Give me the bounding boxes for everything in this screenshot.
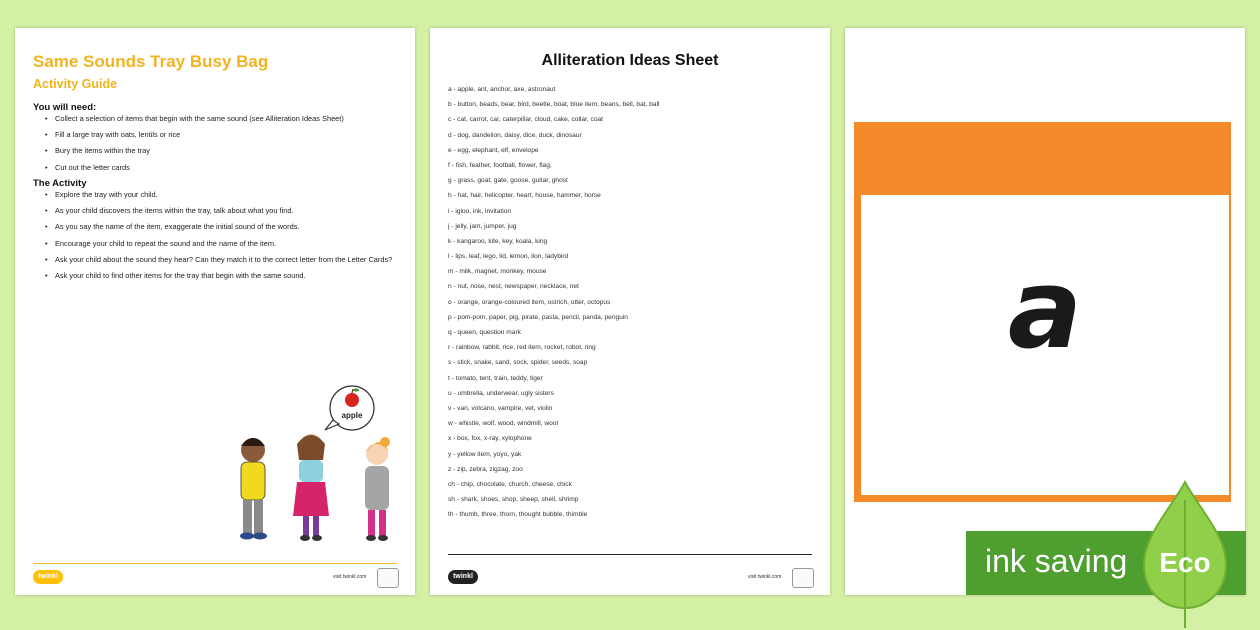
list-item: n - nut, nose, nest, newspaper, necklace, net <box>448 283 579 291</box>
list-item: y - yellow item, yoyo, yak <box>448 450 522 458</box>
list-item: q - queen, question mark <box>448 329 521 336</box>
list-item: • Cut out the letter cards <box>45 163 400 172</box>
speech-bubble <box>325 386 374 430</box>
list-item: • As you say the name of the item, exaggerate the initial sound of the words. <box>45 222 400 231</box>
list-item: i - igloo, ink, invitation <box>448 207 512 215</box>
eco-banner-text: ink saving <box>985 543 1128 579</box>
twinkl-logo: twinkl <box>448 570 478 584</box>
list-item: j - jelly, jam, jumper, jug <box>448 222 517 230</box>
list-item: u - umbrella, underwear, ugly sisters <box>448 389 554 397</box>
list-item: b - button, beads, bear, bird, beetle, boat, blue item, beans, bell, bat, ball <box>448 101 660 109</box>
list-item: o - orange, orange-coloured item, ostrich, otter, octopus <box>448 298 611 306</box>
list-item: l - lips, leaf, lego, lid, lemon, lion, ladybird <box>448 253 569 261</box>
list-item: c - cat, carrot, car, caterpillar, cloud, cake, collar, coat <box>448 116 604 124</box>
list-item: t - tomato, tent, train, teddy, tiger <box>448 374 543 382</box>
activity-guide-page <box>15 28 415 595</box>
footer-divider <box>448 554 812 555</box>
list-item: h - hat, hair, helicopter, heart, house, hammer, horse <box>448 192 601 200</box>
boy-figure <box>240 438 267 540</box>
list-item: f - fish, feather, football, flower, flag, <box>448 161 552 169</box>
list-item: v - van, volcano, vampire, vet, violin <box>448 404 553 412</box>
list-item: • Explore the tray with your child. <box>45 190 400 199</box>
activity-list <box>45 190 400 287</box>
visit-link: visit twinkl.com <box>748 574 782 580</box>
speech-text: apple <box>341 411 363 420</box>
list-item: g - grass, goat, gate, goose, guitar, ghost <box>448 177 568 185</box>
girl-figure <box>293 434 329 541</box>
list-item: th - thumb, three, thorn, thought bubble, thimble <box>448 511 588 519</box>
list-item: • Encourage your child to repeat the sound and the name of the item. <box>45 239 400 248</box>
list-item: • Ask your child to find other items for the tray that begin with the same sound. <box>45 271 400 280</box>
list-item: p - pom-pom, paper, pig, pirate, pasta, pencil, panda, penguin <box>448 313 628 321</box>
letter-card-face <box>861 195 1229 495</box>
list-item: • Collect a selection of items that begin with the same sound (see Alliteration Ideas Sheet) <box>45 114 400 123</box>
quality-badge-icon <box>792 568 814 588</box>
footer-divider <box>33 563 397 564</box>
you-will-need-heading: You will need: <box>33 102 97 113</box>
list-item: r - rainbow, rabbit, rice, red item, rocket, robot, ring <box>448 344 596 352</box>
eco-badge-text: Eco <box>1159 547 1211 578</box>
alliteration-list <box>448 82 818 522</box>
page-title: Same Sounds Tray Busy Bag <box>33 52 269 71</box>
need-list <box>45 114 400 179</box>
list-item: d - dog, dandelion, daisy, dice, duck, dinosaur <box>448 131 582 139</box>
leaf-icon <box>1140 480 1230 630</box>
children-illustration <box>225 378 405 548</box>
list-item: • Bury the items within the tray <box>45 146 400 155</box>
quality-badge-icon <box>377 568 399 588</box>
list-item: x - box, fox, x-ray, xylophone <box>448 435 532 443</box>
list-item: • Fill a large tray with oats, lentils or rice <box>45 130 400 139</box>
list-item: s - stick, snake, sand, sock, spider, seeds, soap <box>448 359 588 367</box>
list-item: k - kangaroo, kite, key, koala, king <box>448 237 548 245</box>
page-subtitle: Activity Guide <box>33 77 118 91</box>
visit-link: visit twinkl.com <box>333 574 367 580</box>
list-item: w - whistle, wolf, wood, windmill, wool <box>448 420 558 428</box>
girl-figure <box>365 437 390 541</box>
twinkl-logo: twinkl <box>33 570 63 584</box>
list-item: a - apple, ant, anchor, axe, astronaut <box>448 86 556 93</box>
list-item: e - egg, elephant, elf, envelope <box>448 146 539 154</box>
activity-heading: The Activity <box>33 178 87 189</box>
list-item: • Ask your child about the sound they hear? Can they match it to the correct letter from the Letter Cards? <box>45 255 400 264</box>
list-item: ch - chip, chocolate, church, cheese, chick <box>448 480 572 488</box>
list-item: • As your child discovers the items within the tray, talk about what you find. <box>45 206 400 215</box>
card-letter: a <box>1007 245 1083 373</box>
list-item: m - milk, magnet, monkey, mouse <box>448 268 547 276</box>
alliteration-ideas-page <box>430 28 830 595</box>
page-title: Alliteration Ideas Sheet <box>541 52 719 69</box>
list-item: sh - shark, shoes, shop, sheep, shell, shrimp <box>448 496 579 504</box>
list-item: z - zip, zebra, zigzag, zoo <box>448 465 523 473</box>
